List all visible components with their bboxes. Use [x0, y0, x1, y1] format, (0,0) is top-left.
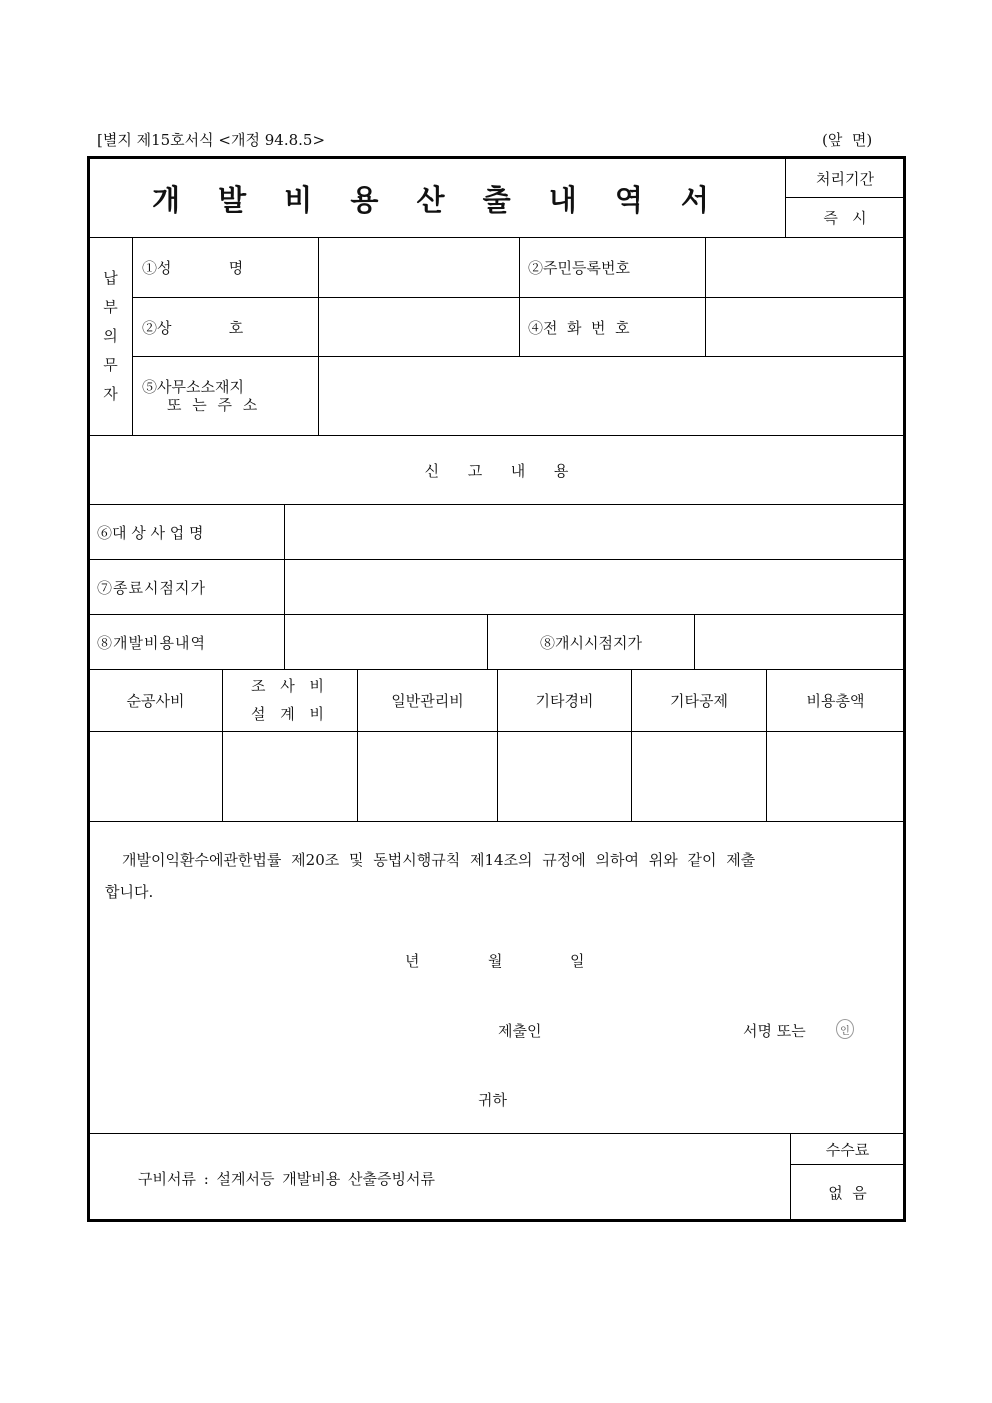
declaration-text-line2: 합니다. — [105, 883, 154, 901]
submitter-label: 제출인 — [498, 1022, 542, 1040]
fee-value: 없 음 — [828, 1183, 867, 1202]
cost-header-admin: 일반관리비 — [391, 692, 464, 710]
payer-label-char: 무 — [103, 355, 118, 374]
addressee-label: 귀하 — [478, 1091, 507, 1109]
project-name-field[interactable] — [286, 506, 903, 558]
cost-header-total: 비용총액 — [806, 692, 865, 710]
declaration-text-line1: 개발이익환수에관한법률 제20조 및 동법시행규칙 제14조의 규정에 의하여 위와 같이 제출 — [122, 851, 756, 869]
seal-icon: 인 — [836, 1019, 854, 1039]
payer-section-label — [89, 237, 132, 435]
divider — [318, 237, 319, 435]
payer-label-char: 납 — [103, 268, 118, 287]
cost-construction-field[interactable] — [90, 733, 221, 820]
payer-label-char: 자 — [103, 384, 118, 403]
phone-field[interactable] — [707, 299, 903, 355]
processing-period-label: 처리기간 — [816, 169, 874, 188]
divider — [132, 356, 904, 357]
cost-total-field[interactable] — [768, 733, 903, 820]
cost-other-deductions-field[interactable] — [633, 733, 765, 820]
cost-survey-design-field[interactable] — [224, 733, 356, 820]
address-label — [142, 378, 316, 414]
end-land-value-label: ⑦종료시점지가 — [97, 578, 206, 597]
divider — [89, 1133, 904, 1134]
start-land-value-field[interactable] — [696, 616, 903, 668]
divider — [694, 614, 695, 669]
divider — [284, 504, 285, 669]
end-land-value-field[interactable] — [286, 561, 903, 613]
cost-admin-field[interactable] — [359, 733, 496, 820]
date-day-label: 일 — [570, 952, 585, 970]
page-side-label: (앞 면) — [822, 131, 873, 149]
cost-header-design: 설 계 비 — [250, 705, 329, 723]
project-name-label: ⑥대 상 사 업 명 — [97, 523, 204, 542]
attachments-text: 구비서류 : 설계서등 개발비용 산출증빙서류 — [138, 1170, 435, 1188]
cost-header-survey: 조 사 비 — [250, 677, 329, 695]
form-reference: [별지 제15호서식 <개정 94.8.5> — [97, 131, 326, 149]
address-label-line2: 또 는 주 소 — [167, 396, 261, 414]
cost-header-other-expenses: 기타경비 — [535, 692, 594, 710]
business-name-label: ②상 호 — [142, 318, 244, 337]
signature-label: 서명 또는 — [743, 1022, 806, 1040]
divider — [89, 821, 904, 822]
payer-label-char: 부 — [103, 297, 118, 316]
processing-period-value: 즉 시 — [823, 209, 867, 227]
date-month-label: 월 — [488, 952, 503, 970]
date-year-label: 년 — [405, 952, 420, 970]
address-label-line1: ⑤사무소소재지 — [142, 378, 244, 396]
name-field[interactable] — [320, 239, 518, 296]
resident-number-field[interactable] — [707, 239, 903, 296]
document-title: 개 발 비 용 산 출 내 역 서 — [152, 182, 723, 217]
business-name-field[interactable] — [320, 299, 518, 355]
payer-label-char: 의 — [103, 326, 118, 345]
name-label: ①성 명 — [142, 259, 244, 277]
dev-cost-label: ⑧개발비용내역 — [97, 633, 206, 652]
address-field[interactable] — [320, 358, 903, 434]
cost-header-other-deductions: 기타공제 — [670, 692, 728, 710]
dev-cost-field[interactable] — [286, 616, 486, 668]
divider — [89, 731, 904, 732]
cost-other-expenses-field[interactable] — [499, 733, 630, 820]
resident-number-label: ②주민등록번호 — [528, 259, 630, 277]
divider — [132, 237, 133, 435]
cost-header-construction: 순공사비 — [126, 692, 185, 710]
report-section-title: 신 고 내 용 — [424, 461, 569, 480]
phone-label: ④전 화 번 호 — [528, 318, 630, 337]
cost-header-survey-design — [223, 672, 357, 728]
start-land-value-label: ⑧개시시점지가 — [540, 633, 642, 652]
fee-label: 수수료 — [825, 1140, 870, 1159]
